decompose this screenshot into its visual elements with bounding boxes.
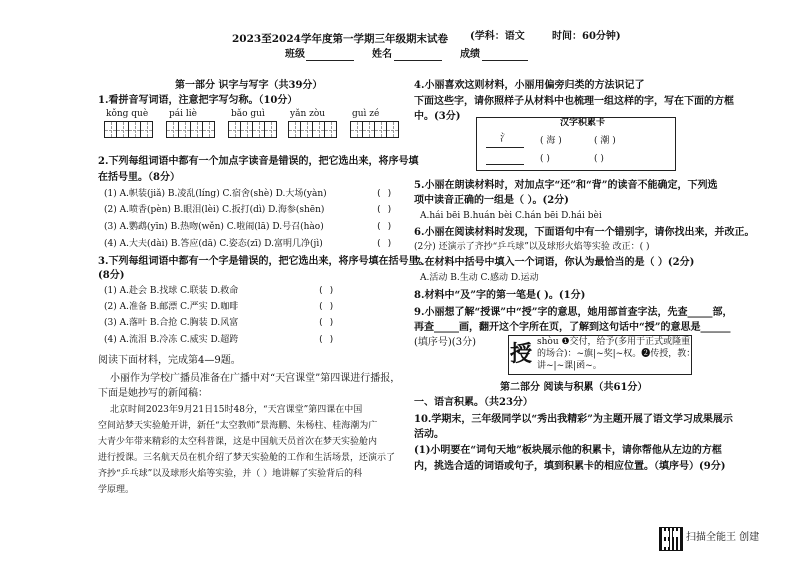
q5-text2: 项中读音正确的一组是（ ）。(2分) bbox=[414, 195, 569, 206]
hanzi-card-title: 汉字积累卡 bbox=[560, 118, 606, 128]
q3-text: 3.下列每组词语中都有一个字是错误的，把它选出来，将序号填在括号里。 bbox=[98, 256, 429, 267]
q2-row-3: (3) A.鹦鹉(yīn) B.热吻(wěn) C.啦闹(lā) D.号召(hào) bbox=[104, 222, 324, 232]
dict-line-1: shòu ❶交付，给予(多用于正式或隆重 bbox=[537, 337, 691, 347]
reading-p1: 小丽作为学校广播员准备在广播中对“天宫课堂”第四课进行播报， bbox=[110, 373, 401, 384]
q9-text2: 再查_____画，翻开这个字所在页，了解到这句话中“授”的意思是______ bbox=[414, 322, 731, 333]
q2-answer-1[interactable]: ( ) bbox=[376, 189, 393, 199]
reading-p4: 空间站梦天实验舱开讲，新任“太空教师”景海鹏、朱杨柱、桂海潮为广 bbox=[98, 421, 378, 431]
q6-text1: 6.小丽在阅读材料时发现，下面语句中有一个错别字，请你找出来，并改正。 bbox=[414, 227, 755, 238]
q2-answer-2[interactable]: ( ) bbox=[376, 205, 393, 215]
scanner-watermark: 扫描全能王 创建 bbox=[686, 532, 760, 543]
shou-character: 授 bbox=[510, 341, 533, 367]
class-field[interactable] bbox=[306, 60, 354, 61]
q7-text: 7.在材料中括号中填入一个词语，你认为最恰当的是（ ）(2分) bbox=[414, 257, 695, 268]
q3-row-4: (4) A.流泪 B.冷冻 C.威实 D.超跨 bbox=[104, 335, 239, 345]
reading-p6: 进行授课。三名航天员在机介绍了梦天实验舱的工作和生活场景，还演示了 bbox=[98, 453, 396, 463]
writing-grid-2[interactable] bbox=[166, 121, 214, 138]
q8-text: 8.材料中“及”字的第一笔是( )。(1分) bbox=[414, 290, 586, 301]
q10-text1: 10.学期末，三年级同学以“秀出我精彩”为主题开展了语文学习成果展示 bbox=[414, 414, 733, 425]
pinyin-1: kǒng què bbox=[106, 109, 149, 119]
q3-text2: (8分) bbox=[98, 270, 125, 281]
qr-code-icon bbox=[659, 527, 683, 551]
q3-answer-3[interactable]: ( ) bbox=[318, 318, 335, 328]
q2-row-2: (2) A.喷香(pèn) B.眼泪(lèi) C.扳打(dì) D.海参(shēn) bbox=[104, 205, 325, 215]
reading-p7: 齐抄“乒乓球”以及球形火焰等实验，并（ ）地讲解了实验背后的科 bbox=[98, 469, 363, 479]
pinyin-3: bǎo guì bbox=[231, 109, 265, 119]
writing-grid-5[interactable] bbox=[350, 121, 398, 138]
radical: 氵 bbox=[500, 133, 510, 144]
score-field[interactable] bbox=[482, 60, 528, 61]
q6-text2: (2分) 还演示了齐抄“乒乓球”以及球形火焰等实验 改正：( ) bbox=[414, 242, 650, 252]
part1-heading: 第一部分 识字与写字（共39分） bbox=[175, 80, 323, 91]
q10-text4: 内，挑选合适的词语或句子，填到积累卡的相应位置。（填序号）(9分) bbox=[414, 461, 726, 472]
part2-section: 一、语言积累。（共23分） bbox=[414, 397, 533, 408]
q3-answer-4[interactable]: ( ) bbox=[318, 335, 335, 345]
dict-line-2: 的场合)：~旗|~奖|~权。❷传授，教： bbox=[537, 349, 696, 359]
q2-text: 2.下列每组词语中都有一个加点字读音是错误的，把它选出来，将序号填 bbox=[98, 156, 419, 167]
q3-row-1: (1) A.赴会 B.找球 C.联装 D.救命 bbox=[104, 286, 239, 296]
score-label: 成绩 bbox=[460, 49, 480, 60]
q2-row-1: (1) A.帜装(jiǎ) B.凌乱(líng) C.宿舍(shè) D.大场(yàn) bbox=[104, 189, 327, 199]
q4-text1: 4.小丽喜欢这则材料，小丽用偏旁归类的方法识记了 bbox=[414, 80, 645, 91]
reading-p2: 下面是她抄写的新闻稿： bbox=[98, 388, 208, 399]
subject-label: (学科：语文 bbox=[470, 31, 525, 42]
reading-p5: 大青少年带来精彩的太空科普课，这是中国航天员首次在梦天实验舱内 bbox=[98, 437, 378, 447]
q9-text1: 9.小丽想了解“授课”中“授”字的意思，她用部首查字法，先查_____部， bbox=[414, 307, 733, 318]
class-label: 班级 bbox=[285, 49, 305, 60]
pinyin-4: yǎn zòu bbox=[290, 109, 326, 119]
q2-text2: 在括号里。（8分） bbox=[98, 172, 180, 183]
q2-answer-3[interactable]: ( ) bbox=[376, 222, 393, 232]
hanzi-c1: ( 海 ) bbox=[540, 136, 562, 146]
reading-p8: 学原理。 bbox=[98, 485, 135, 495]
writing-grid-3[interactable] bbox=[228, 121, 276, 138]
q2-row-4: (4) A.大夫(dài) B.答应(dā) C.姿态(zī) D.富明几净(jì) bbox=[104, 239, 323, 249]
hanzi-c4[interactable]: ( ) bbox=[594, 154, 604, 164]
radical-line-2[interactable] bbox=[486, 164, 524, 165]
radical-line-1[interactable] bbox=[486, 147, 524, 148]
time-label: 时间：60分钟) bbox=[552, 31, 621, 42]
pinyin-5: guì zé bbox=[352, 109, 380, 119]
q3-answer-2[interactable]: ( ) bbox=[318, 302, 335, 312]
q10-text3: (1)小明要在“词句天地”板块展示他的积累卡，请你帮他从左边的方框 bbox=[414, 445, 722, 456]
q5-text1: 5.小丽在朗读材料时，对加点字“还”和“背”的读音不能确定，下列选 bbox=[414, 180, 718, 191]
exam-title: 2023至2024学年度第一学期三年级期末试卷 bbox=[232, 33, 448, 45]
reading-p3: 北京时间2023年9月21日15时48分，“天宫课堂”第四课在中国 bbox=[110, 405, 363, 415]
q5-options: A.hái bēi B.huán bèi C.hán bēi D.hái bèi bbox=[420, 211, 602, 221]
hanzi-c3[interactable]: ( ) bbox=[540, 154, 550, 164]
writing-grid-4[interactable] bbox=[288, 121, 336, 138]
q7-options: A.活动 B.生动 C.感动 D.运动 bbox=[420, 273, 539, 283]
q10-text2: 活动。 bbox=[414, 429, 444, 440]
name-field[interactable] bbox=[394, 60, 442, 61]
pinyin-2: pái liè bbox=[169, 109, 197, 119]
q4-text3: 中。(3分) bbox=[414, 111, 461, 122]
q3-row-2: (2) A.准备 B.邮漂 C.严实 D.咖啡 bbox=[104, 302, 239, 312]
part2-heading: 第二部分 阅读与积累（共61分） bbox=[500, 382, 648, 393]
q1-text: 1.看拼音写词语，注意把字写匀称。（10分） bbox=[98, 95, 298, 106]
q2-answer-4[interactable]: ( ) bbox=[376, 239, 393, 249]
reading-intro: 阅读下面材料，完成第4—9题。 bbox=[98, 355, 241, 366]
dict-line-3: 讲~|~课|函~。 bbox=[537, 361, 602, 371]
name-label: 姓名 bbox=[372, 49, 392, 60]
q3-row-3: (3) A.落叶 B.合抢 C.胸装 D.风富 bbox=[104, 318, 239, 328]
hanzi-c2: ( 潮 ) bbox=[594, 136, 616, 146]
q3-answer-1[interactable]: ( ) bbox=[318, 286, 335, 296]
q4-text2: 下面这些字，请你照样子从材料中也梳理一组这样的字，写在下面的方框 bbox=[414, 96, 734, 107]
writing-grid-1[interactable] bbox=[104, 121, 152, 138]
q9-text3: (填序号)(3分) bbox=[414, 337, 476, 348]
